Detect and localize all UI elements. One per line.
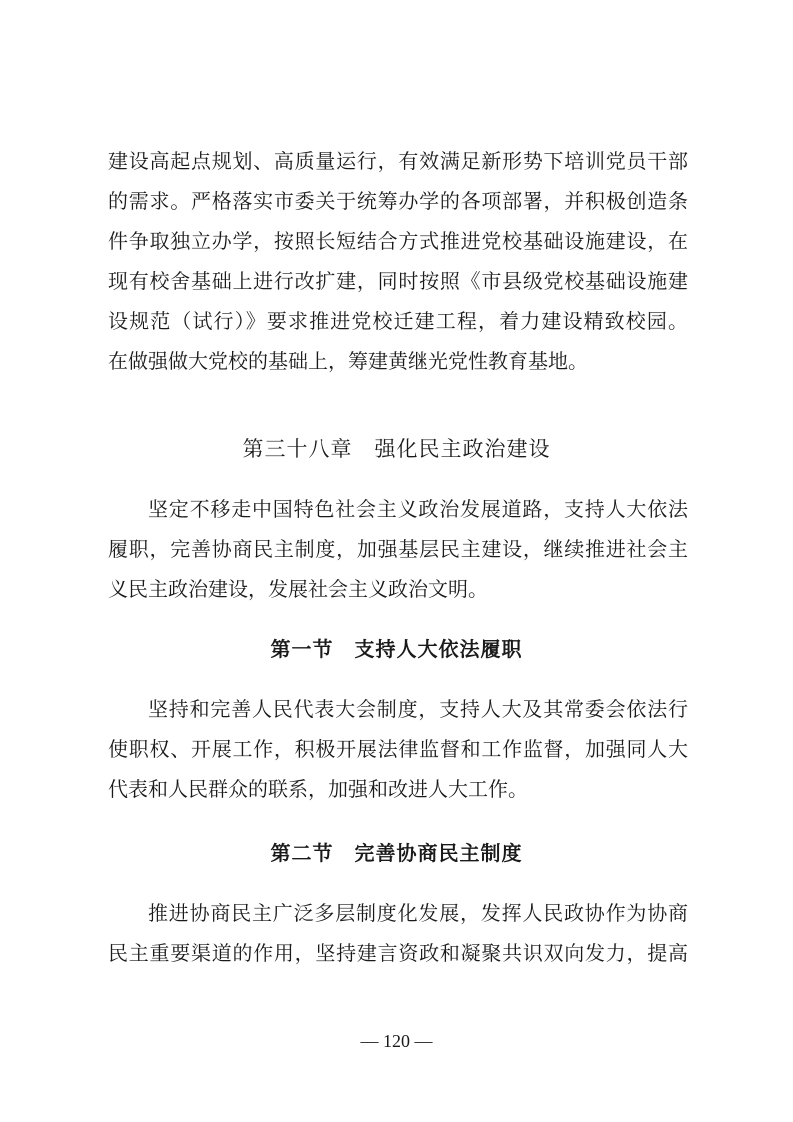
intro-line-3: 件争取独立办学，按照长短结合方式推进党校基础设施建设，在	[108, 229, 688, 253]
section2-line-1: 推进协商民主广泛多层制度化发展，发挥人民政协作为协商	[148, 901, 688, 925]
section-title-2: 第二节 完善协商民主制度	[270, 841, 523, 865]
section1-line-3: 代表和人民群众的联系，加强和改进人大工作。	[108, 777, 528, 801]
section-title-1: 第一节 支持人大依法履职	[270, 637, 523, 661]
chapter-title: 第三十八章 强化民主政治建设	[242, 437, 551, 461]
intro-line-2: 的需求。严格落实市委关于统筹办学的各项部署，并积极创造条	[108, 189, 688, 213]
intro-line-6: 在做强做大党校的基础上，筹建黄继光党性教育基地。	[108, 349, 588, 373]
intro-line-5: 设规范（试行）》要求推进党校迁建工程，着力建设精致校园。	[108, 309, 688, 333]
section1-line-2: 使职权、开展工作，积极开展法律监督和工作监督，加强同人大	[108, 737, 688, 761]
intro-line-1: 建设高起点规划、高质量运行，有效满足新形势下培训党员干部	[108, 149, 688, 173]
page-number: — 120 —	[360, 1031, 433, 1051]
chapter-line-1: 坚定不移走中国特色社会主义政治发展道路，支持人大依法	[148, 497, 688, 521]
section1-line-1: 坚持和完善人民代表大会制度，支持人大及其常委会依法行	[148, 697, 688, 721]
chapter-line-2: 履职，完善协商民主制度，加强基层民主建设，继续推进社会主	[108, 537, 688, 561]
chapter-line-3: 义民主政治建设，发展社会主义政治文明。	[108, 577, 488, 601]
section2-line-2: 民主重要渠道的作用，坚持建言资政和凝聚共识双向发力，提高	[108, 941, 688, 965]
intro-line-4: 现有校舍基础上进行改扩建，同时按照《市县级党校基础设施建	[108, 269, 688, 293]
